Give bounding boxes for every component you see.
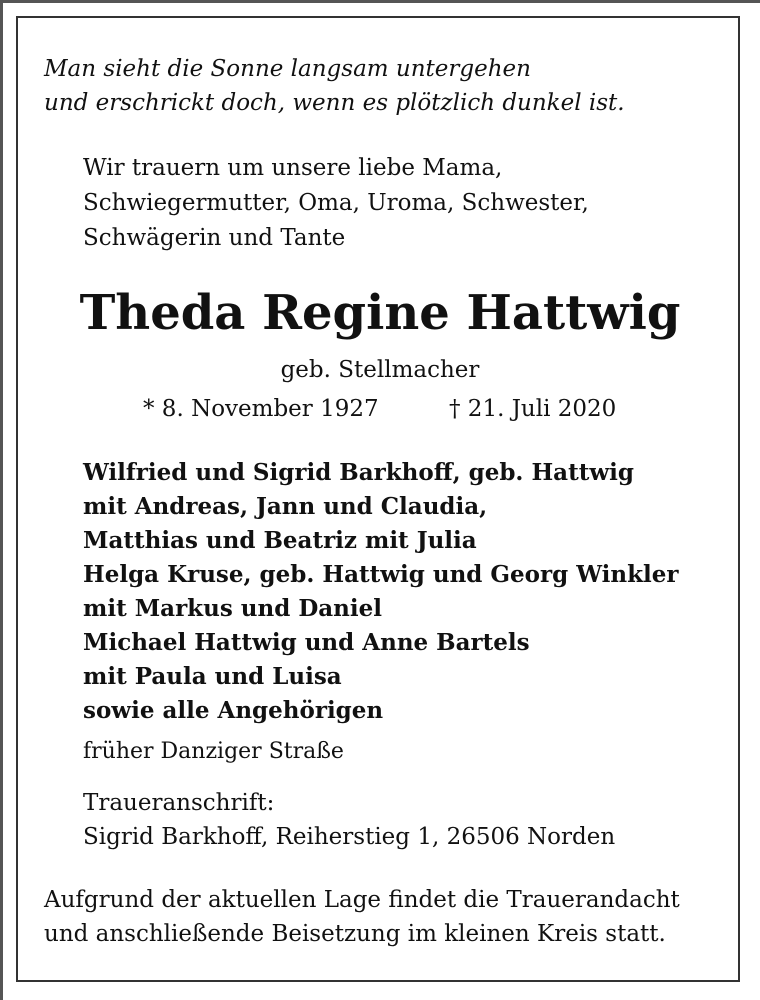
former-address: früher Danziger Straße [83,739,344,764]
mourner-line: mit Markus und Daniel [83,595,383,622]
mourner-line: sowie alle Angehörigen [83,697,384,724]
intro-text [83,151,723,256]
deceased-name: Theda Regine Hattwig [79,285,681,341]
outer-border-left [0,0,3,1000]
ceremony-notice [44,883,734,951]
mourner-line: Helga Kruse, geb. Hattwig und Georg Winkler [83,561,679,588]
notice-line: und anschließende Beisetzung im kleinen Kreis statt. [44,921,666,947]
mourner-line: Michael Hattwig und Anne Bartels [83,629,530,656]
mourner-line: mit Paula und Luisa [83,663,342,690]
mourners-list [83,456,733,728]
intro-line: Schwägerin und Tante [83,225,346,251]
motto-line: Man sieht die Sonne langsam untergehen [44,56,531,82]
mourner-line: Wilfried und Sigrid Barkhoff, geb. Hattwig [83,459,634,486]
birth-name: geb. Stellmacher [280,357,480,383]
motto-verse [44,52,724,120]
life-dates [0,393,760,425]
outer-border-top [0,0,760,3]
address-value: Sigrid Barkhoff, Reiherstieg 1, 26506 Norden [83,824,616,850]
notice-line: Aufgrund der aktuellen Lage findet die Trauerandacht [44,887,680,913]
mourner-line: Matthias und Beatriz mit Julia [83,527,477,554]
address-label: Traueranschrift: [83,790,275,816]
mourning-address [83,786,615,854]
intro-line: Wir trauern um unsere liebe Mama, [83,155,503,181]
mourner-line: mit Andreas, Jann und Claudia, [83,493,488,520]
motto-line: und erschrickt doch, wenn es plötzlich dunkel ist. [44,90,625,116]
intro-line: Schwiegermutter, Oma, Uroma, Schwester, [83,190,589,216]
birth-date: * 8. November 1927 [143,396,379,422]
death-date: † 21. Juli 2020 [449,396,617,422]
